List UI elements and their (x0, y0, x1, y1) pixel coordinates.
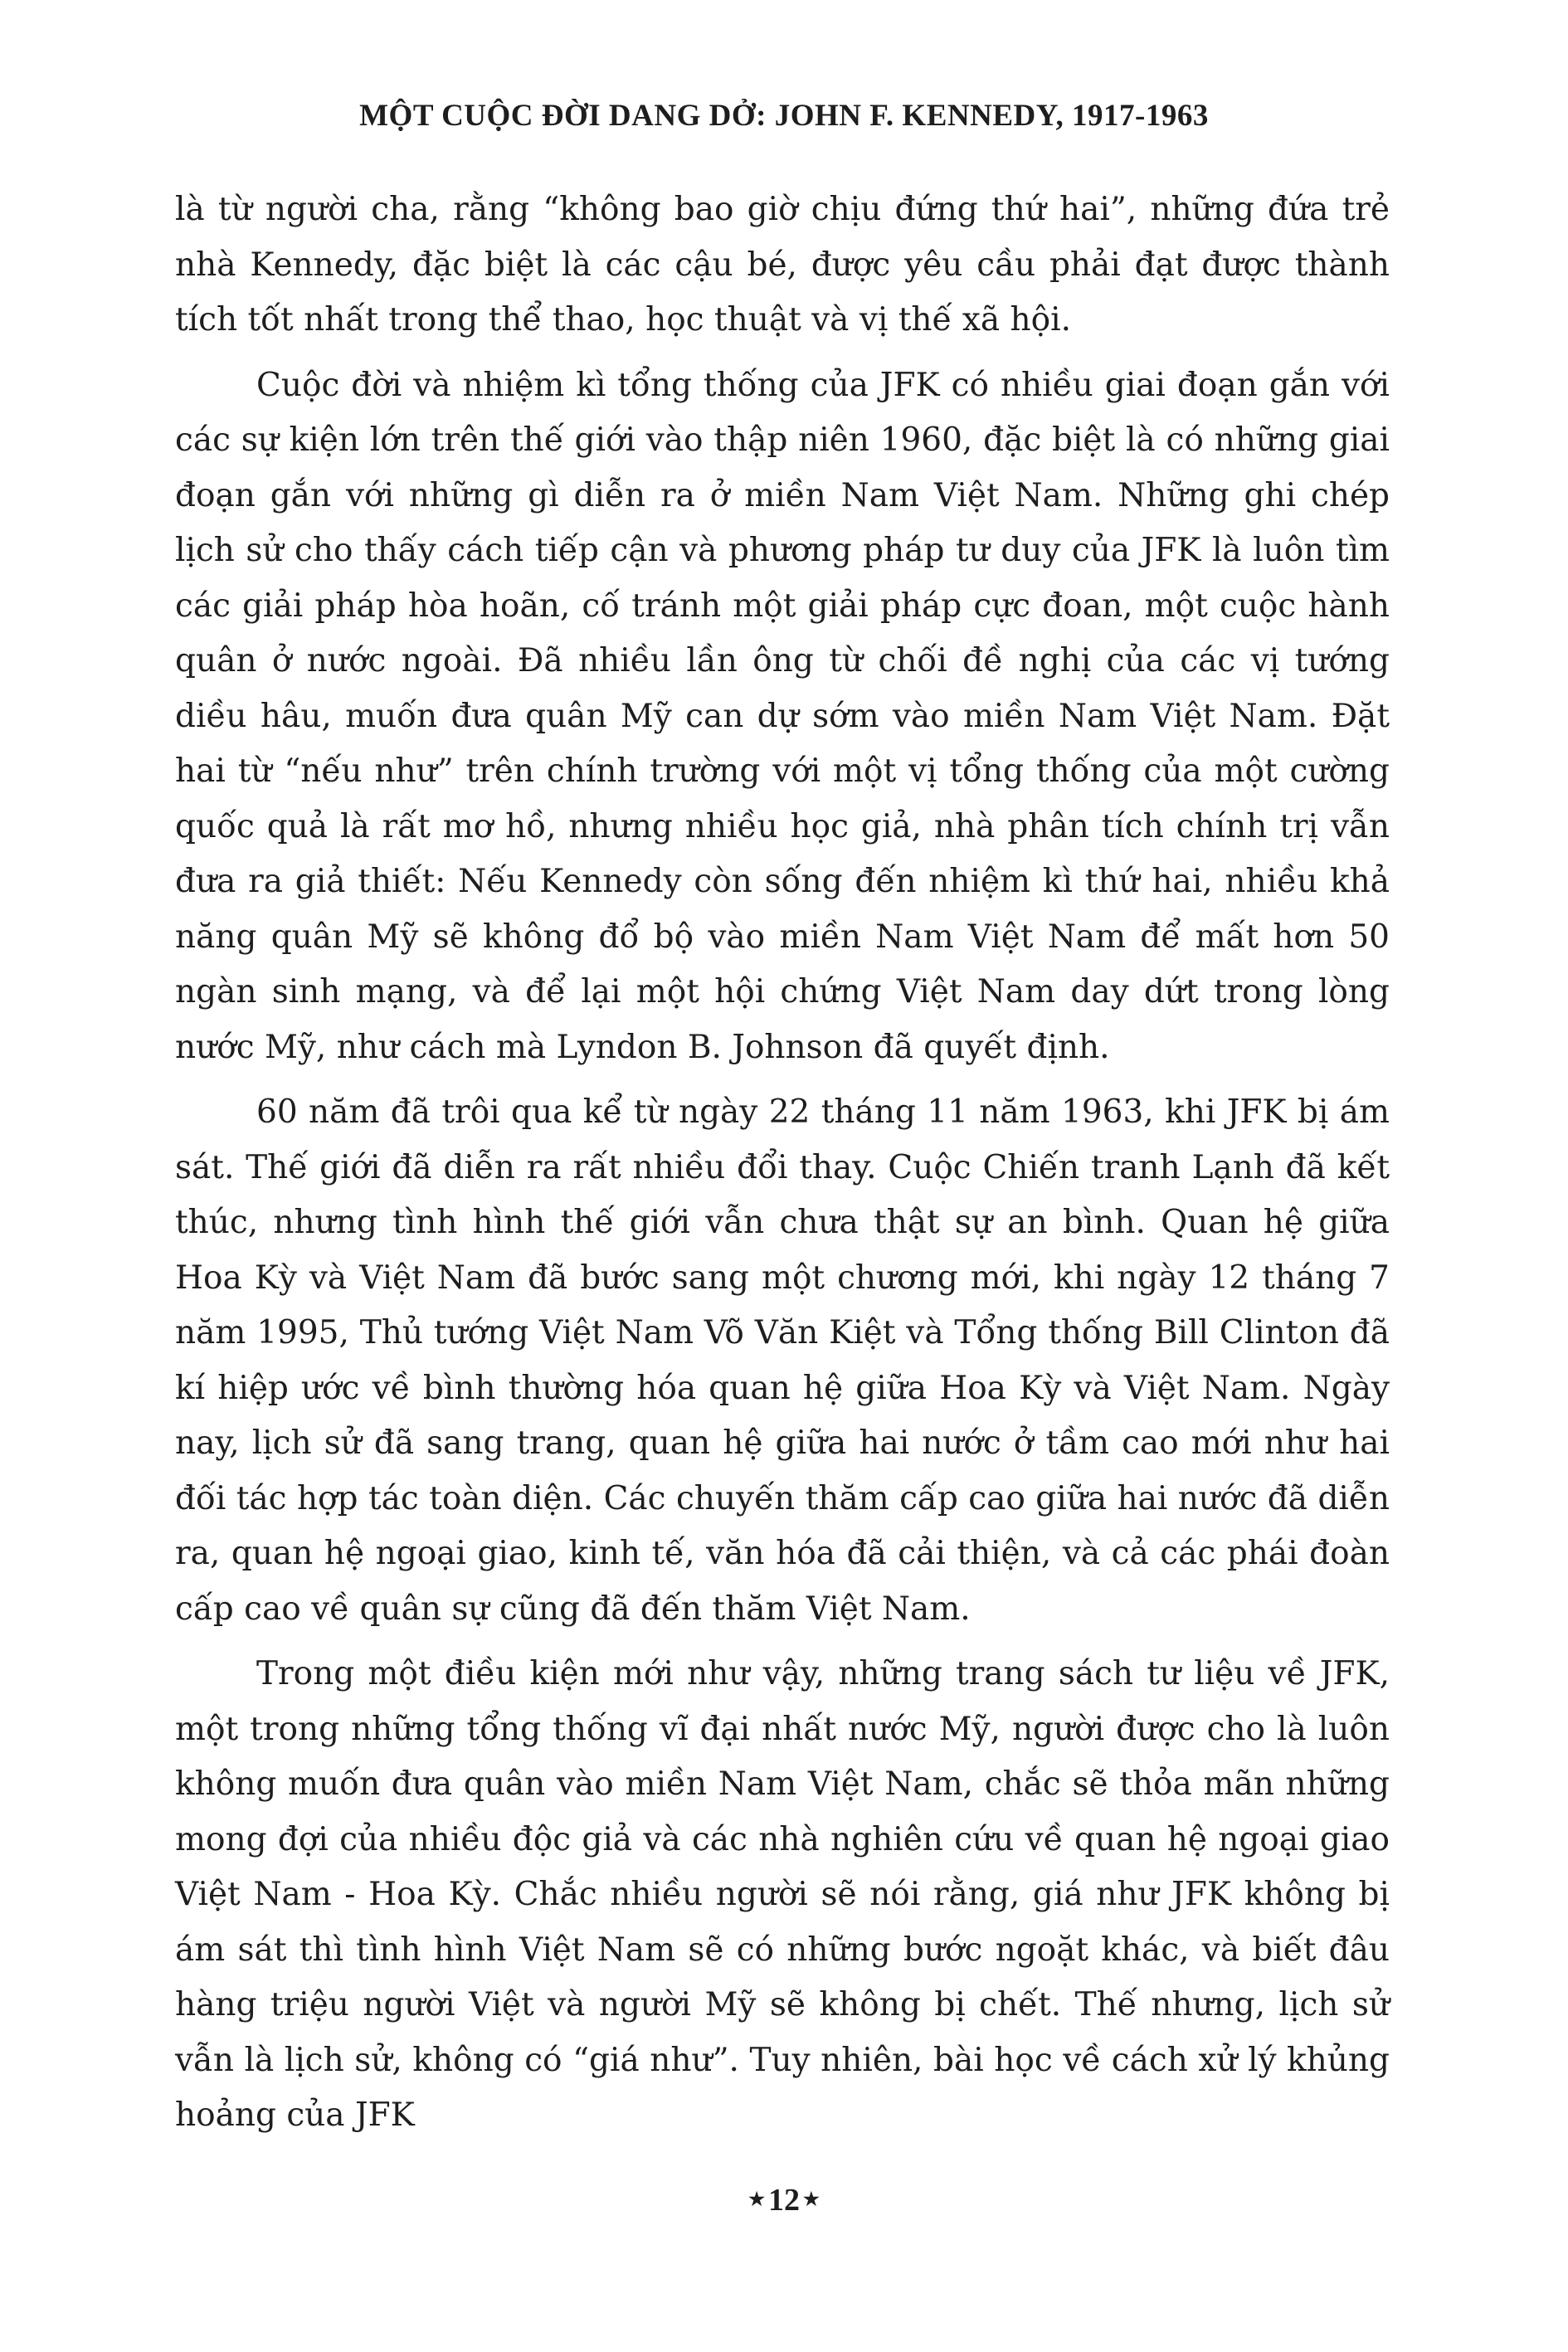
paragraph: Trong một điều kiện mới như vậy, những trang sách tư liệu về JFK, một trong những tổng thống vĩ đại nhất nước Mỹ, người được cho là luôn không muốn đưa quân vào miền Nam Việt Nam, chắc sẽ thỏa mãn những mong đợi của nhiều độc giả và các nhà nghiên cứu về quan hệ ngoại giao Việt Nam - Hoa Kỳ. Chắc nhiều người sẽ nói rằng, giá như JFK không bị ám sát thì tình hình Việt Nam sẽ có những bước ngoặt khác, và biết đâu hàng triệu người Việt và người Mỹ sẽ không bị chết. Thế nhưng, lịch sử vẫn là lịch sử, không có “giá như”. Tuy nhiên, bài học về cách xử lý khủng hoảng của JFK (175, 1655, 1390, 2134)
paragraph: 60 năm đã trôi qua kể từ ngày 22 tháng 11 năm 1963, khi JFK bị ám sát. Thế giới đã diễn ra rất nhiều đổi thay. Cuộc Chiến tranh Lạnh đã kết thúc, nhưng tình hình thế giới vẫn chưa thật sự an bình. Quan hệ giữa Hoa Kỳ và Việt Nam đã bước sang một chương mới, khi ngày 12 tháng 7 năm 1995, Thủ tướng Việt Nam Võ Văn Kiệt và Tổng thống Bill Clinton đã kí hiệp ước về bình thường hóa quan hệ giữa Hoa Kỳ và Việt Nam. Ngày nay, lịch sử đã sang trang, quan hệ giữa hai nước ở tầm cao mới như hai đối tác hợp tác toàn diện. Các chuyến thăm cấp cao giữa hai nước đã diễn ra, quan hệ ngoại giao, kinh tế, văn hóa đã cải thiện, và cả các phái đoàn cấp cao về quân sự cũng đã đến thăm Việt Nam. (175, 1093, 1390, 1628)
page-number-footer (0, 2182, 1568, 2218)
paragraph-continued: là từ người cha, rằng “không bao giờ chịu đứng thứ hai”, những đứa trẻ nhà Kennedy, đặc biệt là các cậu bé, được yêu cầu phải đạt được thành tích tốt nhất trong thể thao, học thuật và vị thế xã hội. (175, 191, 1390, 338)
page-number: 12 (768, 2183, 800, 2218)
star-icon: ★ (748, 2189, 765, 2210)
star-icon: ★ (803, 2189, 820, 2210)
running-header: MỘT CUỘC ĐỜI DANG DỞ: JOHN F. KENNEDY, 1917-1963 (359, 99, 1209, 133)
body-text (175, 183, 1390, 2154)
paragraph: Cuộc đời và nhiệm kì tổng thống của JFK có nhiều giai đoạn gắn với các sự kiện lớn trên thế giới vào thập niên 1960, đặc biệt là có những giai đoạn gắn với những gì diễn ra ở miền Nam Việt Nam. Những ghi chép lịch sử cho thấy cách tiếp cận và phương pháp tư duy của JFK là luôn tìm các giải pháp hòa hoãn, cố tránh một giải pháp cực đoan, một cuộc hành quân ở nước ngoài. Đã nhiều lần ông từ chối đề nghị của các vị tướng diều hâu, muốn đưa quân Mỹ can dự sớm vào miền Nam Việt Nam. Đặt hai từ “nếu như” trên chính trường với một vị tổng thống của một cường quốc quả là rất mơ hồ, nhưng nhiều học giả, nhà phân tích chính trị vẫn đưa ra giả thiết: Nếu Kennedy còn sống đến nhiệm kì thứ hai, nhiều khả năng quân Mỹ sẽ không đổ bộ vào miền Nam Việt Nam để mất hơn 50 ngàn sinh mạng, và để lại một hội chứng Việt Nam day dứt trong lòng nước Mỹ, như cách mà Lyndon B. Johnson đã quyết định. (175, 366, 1390, 1066)
